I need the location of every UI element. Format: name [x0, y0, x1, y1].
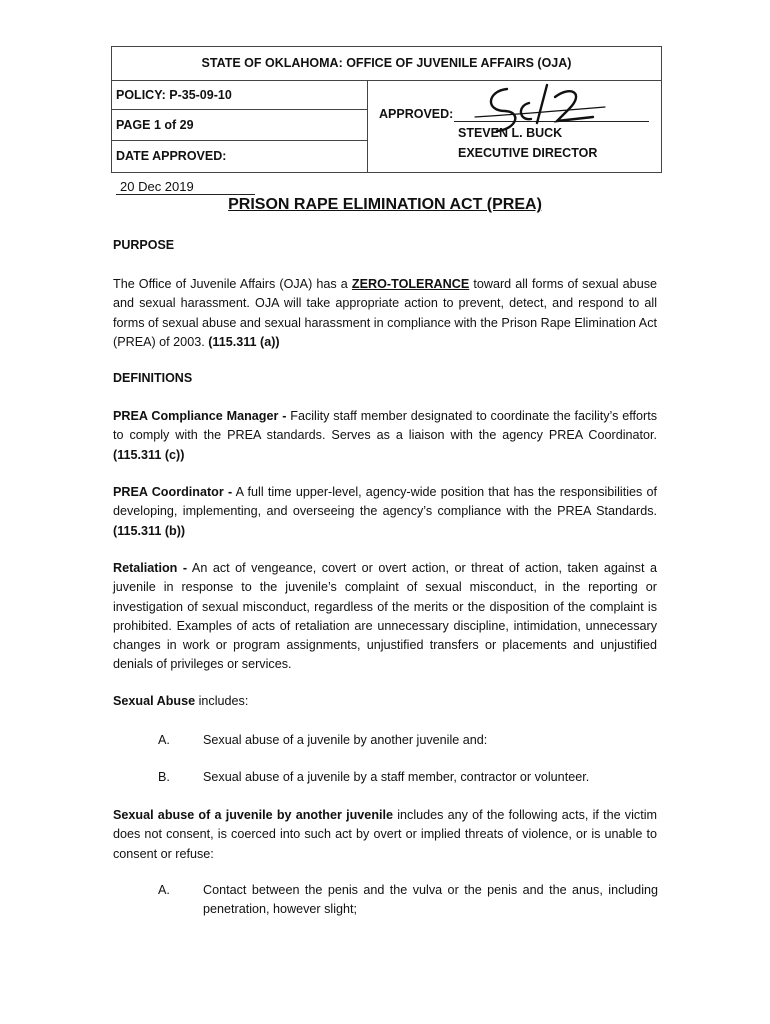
signer-name: STEVEN L. BUCK: [458, 126, 563, 140]
definition-citation: (115.311 (b)): [113, 523, 186, 538]
juvenile-abuse-intro: [113, 806, 657, 864]
definition-prea-coordinator: [113, 483, 657, 541]
juvenile-abuse-term: Sexual abuse of a juvenile by another juvenile: [113, 808, 394, 822]
definition-retaliation: [113, 559, 657, 675]
date-approved-label: DATE APPROVED:: [116, 149, 227, 163]
policy-number: POLICY: P-35-09-10: [112, 80, 367, 110]
purpose-heading: PURPOSE: [113, 238, 175, 252]
definition-compliance-manager: [113, 407, 657, 465]
definition-text: A full time upper-level, agency-wide position that has the responsibilities of developing, implementing, and overseeing the agency’s compliance with the PREA Standards.: [113, 485, 657, 519]
purpose-text-end: toward all forms of sexual abuse and sexual harassment. OJA will take appropriate action to prevent, detect, and respond to all forms of sexual abuse and sexual harassment in compliance with the Prison Rape Elimination Act (PREA) of 2003.: [113, 277, 657, 349]
header-left-column: [112, 80, 368, 194]
juvenile-abuse-text: includes any of the following acts, if the victim does not consent, is coerced into such act by overt or implied threats of violence, or is unable to consent or refuse:: [113, 808, 657, 861]
list-item-text: Sexual abuse of a juvenile by another juvenile and:: [203, 733, 488, 747]
approved-label: APPROVED:: [379, 107, 454, 121]
sexual-abuse-term: Sexual Abuse: [113, 694, 196, 708]
sexual-abuse-intro: [113, 692, 657, 711]
definition-term: PREA Compliance Manager -: [113, 409, 287, 423]
definition-term: PREA Coordinator -: [113, 485, 233, 499]
sexual-abuse-text: includes:: [195, 694, 249, 708]
signer-title: EXECUTIVE DIRECTOR: [458, 146, 598, 160]
definition-citation: (115.311 (c)): [113, 447, 185, 462]
date-approved-value: 20 Dec 2019: [116, 179, 255, 195]
agency-title: STATE OF OKLAHOMA: OFFICE OF JUVENILE AFFAIRS (OJA): [112, 47, 661, 81]
zero-tolerance-emphasis: ZERO-TOLERANCE: [351, 277, 470, 291]
definitions-heading: DEFINITIONS: [113, 371, 193, 385]
header-table: [111, 46, 662, 194]
definition-term: Retaliation -: [113, 561, 188, 575]
purpose-text-start: The Office of Juvenile Affairs (OJA) has a: [113, 277, 352, 291]
list-item-label: A.: [158, 883, 170, 897]
definition-text: Facility staff member designated to coordinate the facility’s efforts to comply with the PREA standards. Serves as a liaison with the agency PREA Coordinator.: [113, 409, 658, 443]
page-count: PAGE 1 of 29: [112, 110, 367, 141]
purpose-paragraph: [113, 275, 657, 352]
date-approved-row: [112, 141, 367, 194]
purpose-citation: (115.311 (a)): [208, 334, 280, 349]
list-item-text: Sexual abuse of a juvenile by a staff member, contractor or volunteer.: [203, 770, 590, 784]
list-item-text: Contact between the penis and the vulva or the penis and the anus, including penetration, however slight;: [203, 883, 658, 917]
document-title: PRISON RAPE ELIMINATION ACT (PREA): [228, 196, 542, 213]
list-item-label: B.: [158, 770, 170, 784]
list-item-label: A.: [158, 733, 170, 747]
definition-text: An act of vengeance, covert or overt action, or threat of action, taken against a juvenile in response to the juvenile’s complaint of sexual misconduct, in the reporting or investigation of sexual misconduct, regardless of the merits or the disposition of the complaint is prohibited. Examples of acts of retaliation are unnecessary discipline, intimidation, unnecessary changes in work or program assignments, unjustified transfers or placements and unjustified denials of privileges or services.: [113, 561, 657, 672]
